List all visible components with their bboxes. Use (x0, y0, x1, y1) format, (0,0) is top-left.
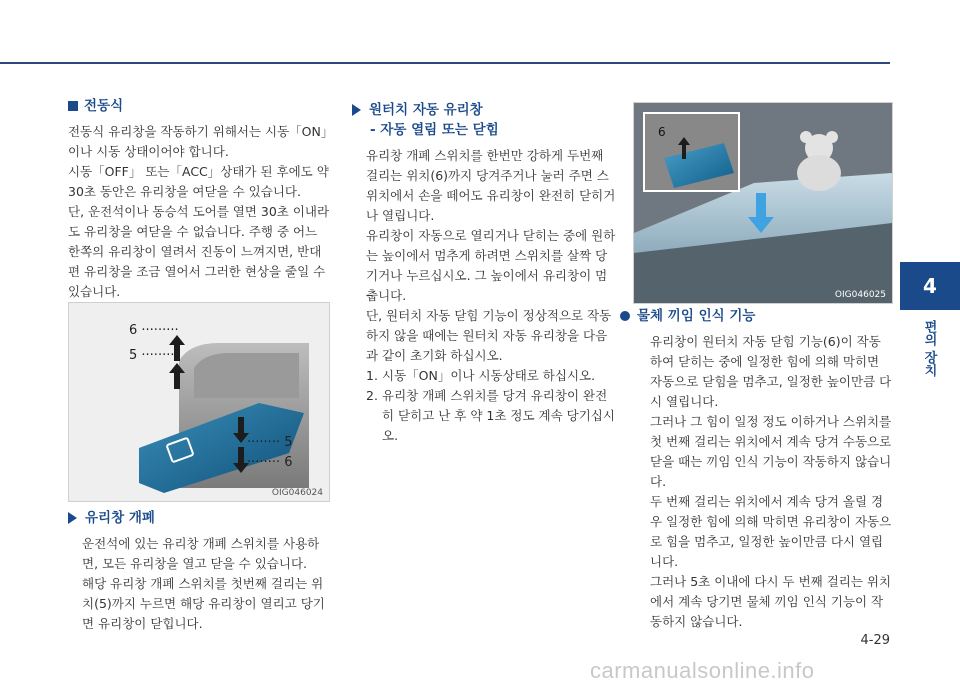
paragraph: 시동「OFF」 또는「ACC」상태가 된 후에도 약 30초 동안은 유리창을 여닫을 수 있습니다. (68, 164, 329, 199)
paragraph: 유리창이 원터치 자동 닫힘 기능(6)이 작동하여 닫히는 중에 일정한 힘에 의해 막히면 자동으로 닫힘을 멈추고, 일정한 높이만큼 다시 열립니다. (650, 334, 892, 409)
paragraph: 그러나 5초 이내에 다시 두 번째 걸리는 위치에서 계속 당기면 물체 끼임 인식 기능이 작동하지 않습니다. (650, 574, 892, 629)
column-1-bottom (68, 508, 330, 634)
section-title-anti-pinch (620, 306, 892, 326)
column-3 (620, 306, 892, 632)
subsection-title-window-control (68, 508, 330, 528)
arrow-up-icon (678, 137, 690, 159)
section-title-text: 물체 끼임 인식 기능 (637, 308, 756, 324)
paragraph: 그러나 그 힘이 일정 정도 이하거나 스위치를 첫 번째 걸리는 위치에서 계속 당겨 수동으로 닫을 때는 끼임 인식 기능이 작동하지 않습니다. (650, 414, 892, 489)
figure-code: OIG046024 (271, 488, 323, 498)
arrow-up-icon (169, 363, 185, 389)
arrow-down-icon (748, 193, 774, 233)
chapter-tab: 4 (900, 262, 960, 310)
section-title-power (68, 96, 330, 116)
section-subtitle: - 자동 열림 또는 닫힘 (370, 122, 499, 138)
paragraph: 두 번째 걸리는 위치에서 계속 당겨 올릴 경우 일정한 힘에 의해 막히면 유리창이 자동으로 힘을 멈추고, 일정한 높이만큼 다시 열립니다. (650, 494, 892, 569)
figure-anti-pinch (633, 102, 893, 304)
circle-bullet-icon (620, 311, 630, 321)
window-switch-illustration (69, 303, 329, 501)
callout-label: ········ 6 (247, 455, 293, 470)
column-1 (68, 96, 330, 302)
paragraph: 단, 원터치 자동 닫힘 기능이 정상적으로 작동하지 않을 때에는 원터치 자동 유리창을 다음과 같이 초기화 하십시오. (366, 308, 612, 363)
top-rule (0, 62, 890, 64)
subsection-title-text: 유리창 개폐 (85, 510, 155, 526)
paragraph: 해당 유리창 개폐 스위치를 첫번째 걸리는 위치(5)까지 누르면 해당 유리창이 열리고 당기면 유리창이 닫힙니다. (82, 576, 325, 631)
section-title-one-touch (352, 100, 618, 120)
watermark: carmanualsonline.info (590, 658, 815, 683)
callout-label: 6 ········· (129, 323, 179, 338)
figure-window-switch (68, 302, 330, 502)
paragraph: 유리창이 자동으로 열리거나 닫히는 중에 원하는 높이에서 멈추게 하려면 스위치를 살짝 당기거나 누르십시오. 그 높이에서 유리창이 멈춥니다. (366, 228, 616, 303)
callout-label: 6 (658, 125, 666, 139)
triangle-bullet-icon (68, 512, 77, 524)
list-item: 1. 시동「ON」이나 시동상태로 하십시오. (366, 368, 596, 383)
section-title-text: 전동식 (84, 98, 124, 114)
column-2 (352, 100, 618, 446)
paragraph: 유리창 개폐 스위치를 한번만 강하게 두번째 걸리는 위치(6)까지 당겨주거나 눌러 주면 스위치에서 손을 떼어도 유리창이 완전히 닫히거나 열립니다. (366, 148, 616, 223)
list-item: 2. 유리창 개폐 스위치를 당겨 유리창이 완전히 닫히고 난 후 약 1초 정도 계속 당기십시오. (366, 388, 615, 443)
square-bullet-icon (68, 101, 78, 111)
figure-code: OIG046025 (834, 290, 886, 300)
callout-label: 5 ········· (129, 348, 179, 363)
chapter-label: 편의 장치 (921, 319, 937, 377)
triangle-bullet-icon (352, 104, 361, 116)
page-number: 4-29 (860, 633, 890, 648)
paragraph: 단, 운전석이나 동승석 도어를 열면 30초 이내라도 유리창을 여닫을 수 없습니다. 주행 중 어느 한쪽의 유리창이 열려서 진동이 느껴지면, 반대편 유리창을 조금 열어서 그러한 현상을 줄일 수 있습니다. (68, 204, 330, 299)
section-title-text: 원터치 자동 유리창 (369, 102, 483, 118)
callout-label: ········ 5 (247, 435, 293, 450)
paragraph: 운전석에 있는 유리창 개폐 스위치를 사용하면, 모든 유리창을 열고 닫을 수 있습니다. (82, 536, 320, 571)
paragraph: 전동식 유리창을 작동하기 위해서는 시동「ON」이나 시동 상태이어야 합니다. (68, 124, 328, 159)
